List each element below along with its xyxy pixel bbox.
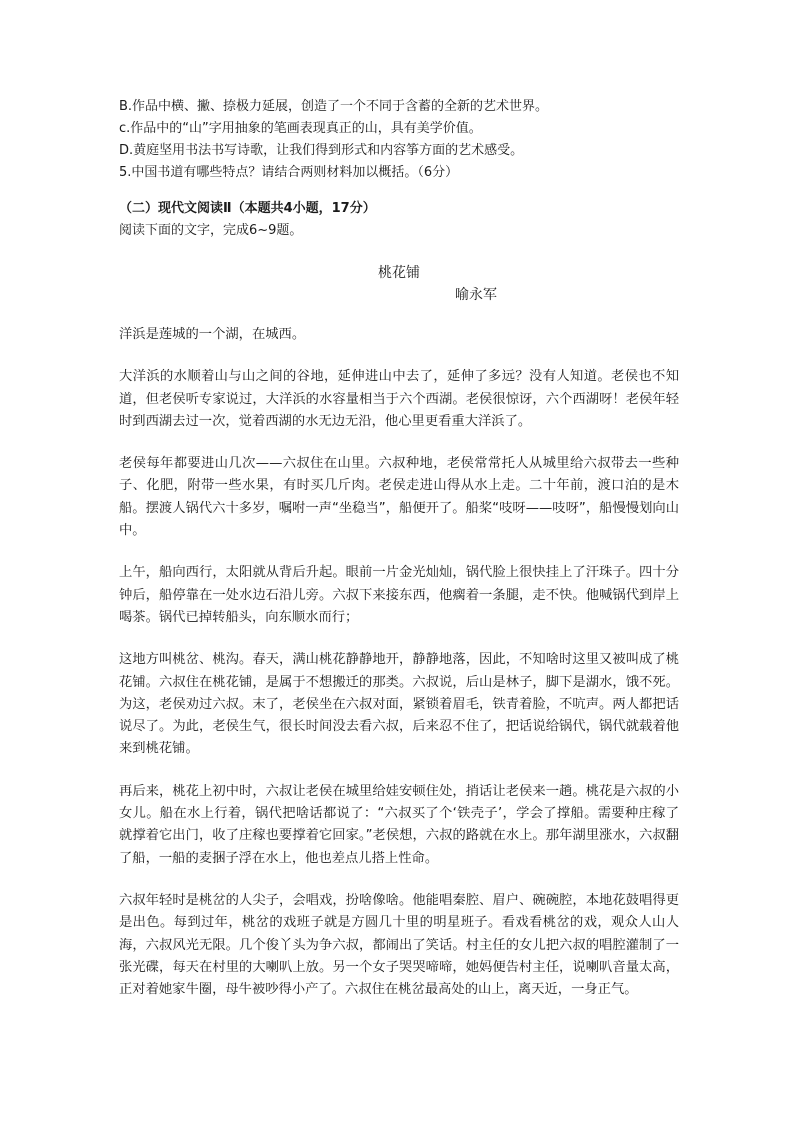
option-c: c.作品中的“山”字用抽象的笔画表现真正的山，具有美学价值。 (119, 121, 482, 136)
story-paragraph: 老侯每年都要进山几次——六叔住在山里。六叔种地，老侯常常托人从城里给六叔带去一些种子、化肥，附带一些水果，有时买几斤肉。老侯走进山得从水上走。二十年前，渡口泊的是木船。摆渡人锅代六十多岁，嘱咐一声“坐稳当”，船便开了。船桨“吱呀——吱呀”，船慢慢划向山中。 (119, 456, 679, 539)
document-page (119, 96, 679, 1001)
story-paragraph: 再后来，桃花上初中时，六叔让老侯在城里给娃安顿住处，捎话让老侯来一趟。桃花是六叔的小女儿。船在水上行着，锅代把啥话都说了：“六叔买了个‘铁壳子’，学会了撑船。需要种庄稼了就撑着它出门，收了庄稼也要撑着它回家。”老侯想，六叔的路就在水上。那年湖里涨水，六叔翻了船，一船的麦捆子浮在水上，他也差点儿搭上性命。 (119, 783, 679, 866)
story-paragraph: 上午，船向西行，太阳就从背后升起。眼前一片金光灿灿，锅代脸上很快挂上了汗珠子。四十分钟后，船停靠在一处水边石沿儿旁。六叔下来接东西，他瘸着一条腿，走不快。他喊锅代到岸上喝茶。锅代已掉转船头，向东顺水而行； (119, 565, 679, 625)
section-heading: （二）现代文阅读Ⅱ（本题共4小题，17分） (119, 201, 376, 216)
story-author: 喻永军 (455, 287, 497, 303)
option-b: B.作品中横、撇、捺极力延展，创造了一个不同于含蓄的全新的艺术世界。 (119, 99, 549, 114)
story-paragraph: 大洋浜的水顺着山与山之间的谷地，延伸进山中去了，延伸了多远？没有人知道。老侯也不知道，但老侯听专家说过，大洋浜的水容量相当于六个西湖。老侯很惊讶，六个西湖呀！老侯年轻时到西湖去过一次，觉着西湖的水无边无沿，他心里更看重大洋浜了。 (119, 369, 679, 429)
story-title: 桃花铺 (378, 265, 420, 281)
option-d: D.黄庭坚用书法书写诗歌，让我们得到形式和内容筝方面的艺术感受。 (119, 143, 524, 158)
question-5: 5.中国书道有哪些特点？请结合两则材料加以概括。（6分） (119, 165, 459, 180)
story-paragraph: 洋浜是莲城的一个湖，在城西。 (119, 327, 306, 342)
story-paragraph: 这地方叫桃岔、桃沟。春天，满山桃花静静地开，静静地落，因此，不知啥时这里又被叫成了桃花铺。六叔住在桃花铺，是属于不想搬迁的那类。六叔说，后山是林子，脚下是湖水，饿不死。为这，老侯劝过六叔。末了，老侯坐在六叔对面，紧锁着眉毛，铁青着脸，不吭声。两人都把话说尽了。为此，老侯生气，很长时间没去看六叔，后来忍不住了，把话说给锅代，锅代就载着他来到桃花铺。 (119, 652, 679, 757)
section-instruction: 阅读下面的文字，完成6~9题。 (119, 223, 303, 238)
story-paragraph: 六叔年轻时是桃岔的人尖子，会唱戏，扮啥像啥。他能唱秦腔、眉户、碗碗腔，本地花鼓唱得更是出色。每到过年，桃岔的戏班子就是方圆几十里的明星班子。看戏看桃岔的戏，观众人山人海，六叔风光无限。几个俊丫头为争六叔，都闹出了笑话。村主任的女儿把六叔的唱腔灌制了一张光碟，每天在村里的大喇叭上放。另一个女子哭哭啼啼，她妈便告村主任，说喇叭音量太高，正对着她家牛圈，母牛被吵得小产了。六叔住在桃岔最高处的山上，离天近，一身正气。 (119, 892, 679, 998)
